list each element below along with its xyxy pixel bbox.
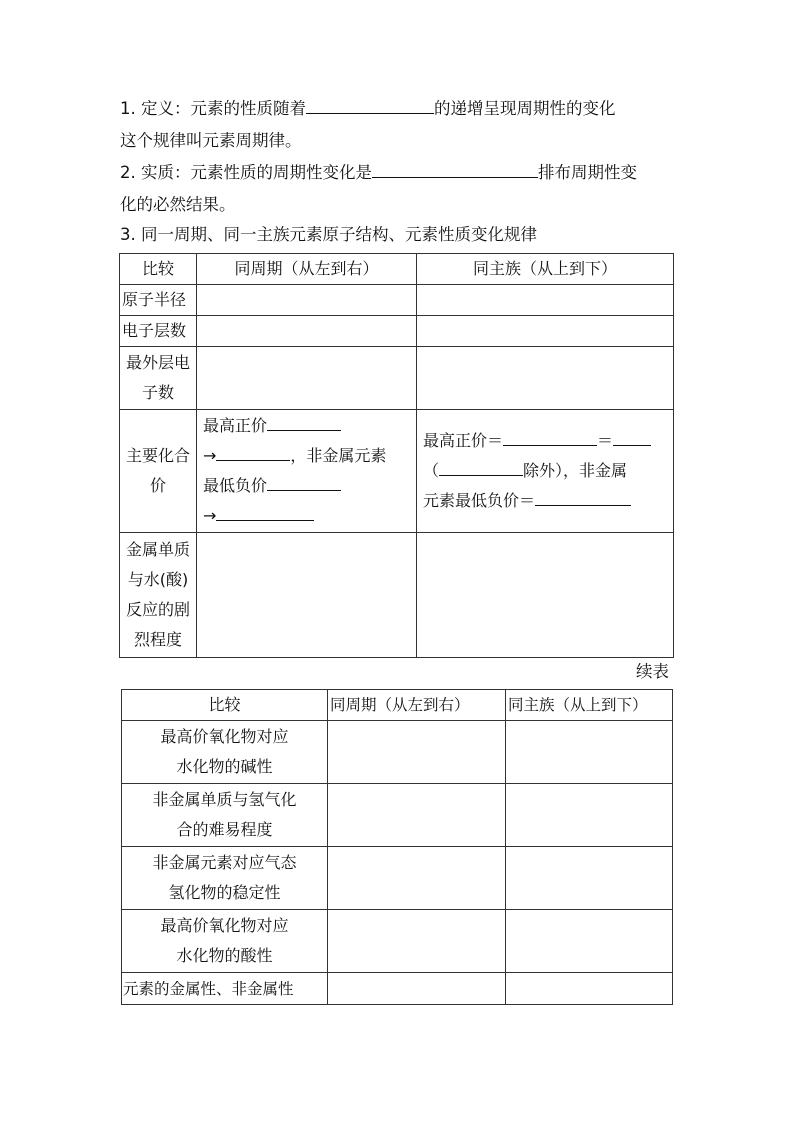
answer-cell[interactable] xyxy=(197,316,417,347)
definition-text: 定义：元素的性质随着 xyxy=(141,99,306,118)
header-compare: 比较 xyxy=(122,690,328,721)
item-number-1: 1. xyxy=(120,99,136,118)
fill-blank-definition[interactable] xyxy=(306,96,434,114)
highest-positive-valence-label: 最高正价 xyxy=(203,416,268,435)
header-same-group: 同主族（从上到下） xyxy=(506,690,673,721)
answer-cell[interactable] xyxy=(506,847,673,910)
answer-cell[interactable] xyxy=(197,285,417,316)
row-label-metal-reactivity xyxy=(120,533,197,658)
row-label-line: 与水(酸) xyxy=(127,570,189,589)
header-same-period: 同周期（从左到右） xyxy=(328,690,506,721)
fill-blank[interactable] xyxy=(613,430,651,446)
essence-text-line2: 化的必然结果。 xyxy=(120,195,236,214)
row-label-line: 水化物的碱性 xyxy=(176,757,273,776)
paren-open: （ xyxy=(423,461,440,480)
answer-cell[interactable] xyxy=(197,347,417,410)
answer-cell[interactable] xyxy=(328,721,506,784)
comparison-table-2 xyxy=(121,689,673,1005)
answer-cell[interactable] xyxy=(417,316,674,347)
rules-heading-text: 同一周期、同一主族元素原子结构、元素性质变化规律 xyxy=(141,225,537,244)
row-label-line: 烈程度 xyxy=(133,630,182,649)
answer-cell[interactable] xyxy=(328,910,506,973)
row-label-line: 子数 xyxy=(141,383,174,402)
essence-text-cont: 排布周期性变 xyxy=(538,163,637,182)
answer-cell[interactable] xyxy=(417,533,674,658)
row-label-main-valence xyxy=(120,410,197,533)
row-label-line: 最高价氧化物对应 xyxy=(160,727,289,746)
definition-text-line2: 这个规律叫元素周期律。 xyxy=(120,131,302,150)
row-label-line: 金属单质 xyxy=(125,540,190,559)
header-same-period: 同周期（从左到右） xyxy=(197,254,417,285)
fill-blank[interactable] xyxy=(267,475,341,491)
valence-period-cell xyxy=(197,410,417,533)
row-label-outer-electrons xyxy=(120,347,197,410)
row-label-metallic-nonmetallic: 元素的金属性、非金属性 xyxy=(122,973,328,1005)
item-number-2: 2. xyxy=(120,163,136,182)
answer-cell[interactable] xyxy=(417,285,674,316)
answer-cell[interactable] xyxy=(328,973,506,1005)
row-label-hydroxide-basicity xyxy=(122,721,328,784)
row-label-hydroxide-acidity xyxy=(122,910,328,973)
row-label-electron-shells: 电子层数 xyxy=(120,316,197,347)
row-label-line: 价 xyxy=(149,476,166,495)
row-label-line: 非金属元素对应气态 xyxy=(152,853,297,872)
valence-group-cell xyxy=(417,410,674,533)
row-label-line: 合的难易程度 xyxy=(176,820,273,839)
definition-text-cont: 的递增呈现周期性的变化 xyxy=(434,99,616,118)
equals-glyph: ＝ xyxy=(597,431,614,450)
fill-blank[interactable] xyxy=(535,490,631,506)
exception-nonmetal-label: 除外），非金属 xyxy=(523,461,628,480)
fill-blank[interactable] xyxy=(216,505,314,521)
fill-blank[interactable] xyxy=(216,445,290,461)
row-label-line: 主要化合 xyxy=(125,446,190,465)
fill-blank[interactable] xyxy=(267,415,341,431)
arrow-glyph: → xyxy=(203,446,217,465)
arrow-glyph: → xyxy=(203,506,217,525)
row-label-line: 非金属单质与氢气化 xyxy=(152,790,297,809)
answer-cell[interactable] xyxy=(417,347,674,410)
row-label-line: 反应的剧 xyxy=(125,600,190,619)
answer-cell[interactable] xyxy=(506,910,673,973)
fill-blank-essence[interactable] xyxy=(372,160,538,178)
answer-cell[interactable] xyxy=(328,847,506,910)
answer-cell[interactable] xyxy=(506,721,673,784)
highest-positive-valence-label: 最高正价＝ xyxy=(423,431,504,450)
lowest-negative-valence-label: 最低负价 xyxy=(203,476,268,495)
row-label-hydride-stability xyxy=(122,847,328,910)
fill-blank[interactable] xyxy=(439,460,523,476)
comparison-table-1 xyxy=(119,253,674,658)
essence-paragraph xyxy=(120,157,680,221)
definition-paragraph xyxy=(120,93,680,157)
header-same-group: 同主族（从上到下） xyxy=(417,254,674,285)
answer-cell[interactable] xyxy=(506,784,673,847)
row-label-line: 氢化物的稳定性 xyxy=(168,883,281,902)
continued-label: 续表 xyxy=(636,662,669,681)
row-label-line: 最外层电 xyxy=(125,353,190,372)
header-compare: 比较 xyxy=(120,254,197,285)
fill-blank[interactable] xyxy=(503,430,597,446)
answer-cell[interactable] xyxy=(328,784,506,847)
row-label-hydrogen-combination xyxy=(122,784,328,847)
lowest-negative-valence-label: 元素最低负价＝ xyxy=(423,491,536,510)
answer-cell[interactable] xyxy=(506,973,673,1005)
essence-text: 实质：元素性质的周期性变化是 xyxy=(141,163,372,182)
item-number-3: 3. xyxy=(120,225,136,244)
row-label-line: 最高价氧化物对应 xyxy=(160,916,289,935)
row-label-line: 水化物的酸性 xyxy=(176,946,273,965)
answer-cell[interactable] xyxy=(197,533,417,658)
rules-heading xyxy=(120,219,680,251)
nonmetal-element-label: ，非金属元素 xyxy=(290,446,387,465)
row-label-atomic-radius: 原子半径 xyxy=(120,285,197,316)
